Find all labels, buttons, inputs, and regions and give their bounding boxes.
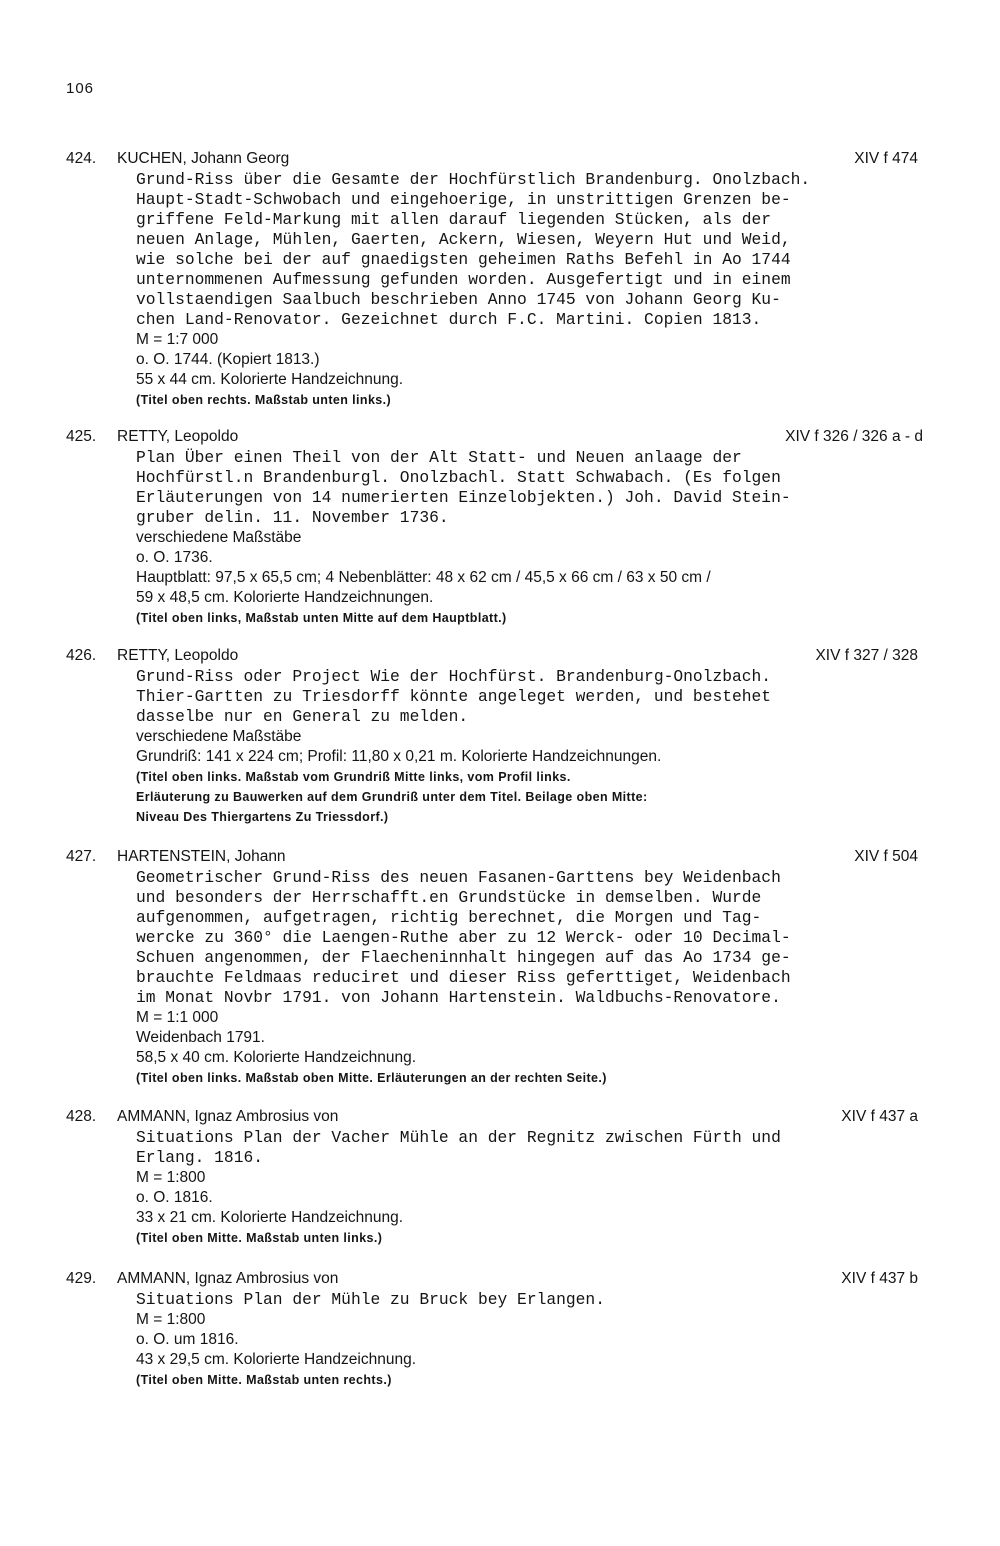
title-line: Hochfürstl.n Brandenburgl. Onolzbachl. Statt Schwabach. (Es folgen <box>136 468 781 487</box>
shelfmark: XIV f 437 b <box>841 1270 918 1287</box>
entry-body <box>136 448 966 628</box>
note-line: (Titel oben links. Maßstab oben Mitte. Erläuterungen an der rechten Seite.) <box>136 1071 607 1085</box>
note-line: (Titel oben Mitte. Maßstab unten links.) <box>136 1231 383 1245</box>
meta-line: verschiedene Maßstäbe <box>136 529 302 546</box>
entry-number: 427. <box>66 848 97 865</box>
note-line: (Titel oben links. Maßstab vom Grundriß Mitte links, vom Profil links. <box>136 770 571 784</box>
page-number: 106 <box>66 80 95 97</box>
meta-line: Grundriß: 141 x 224 cm; Profil: 11,80 x 0,21 m. Kolorierte Handzeichnungen. <box>136 748 662 765</box>
meta-line: 58,5 x 40 cm. Kolorierte Handzeichnung. <box>136 1049 417 1066</box>
title-line: Plan Über einen Theil von der Alt Statt- und Neuen anlaage der <box>136 448 742 467</box>
title-line: und besonders der Herrschafft.en Grundstücke in demselben. Wurde <box>136 888 762 907</box>
title-line: neuen Anlage, Mühlen, Gaerten, Ackern, Wiesen, Weyern Hut und Weid, <box>136 230 791 249</box>
entry-header <box>0 647 1000 667</box>
shelfmark: XIV f 474 <box>854 150 918 167</box>
note-line: (Titel oben Mitte. Maßstab unten rechts.) <box>136 1373 392 1387</box>
title-line: Situations Plan der Vacher Mühle an der Regnitz zwischen Fürth und <box>136 1128 781 1147</box>
title-line: brauchte Feldmaas reduciret und dieser Riss geferttiget, Weidenbach <box>136 968 791 987</box>
title-line: Erläuterungen von 14 numerierten Einzelobjekten.) Joh. David Stein- <box>136 488 791 507</box>
title-line: Thier-Gartten zu Triesdorff könnte angeleget werden, und bestehet <box>136 687 772 706</box>
title-line: Situations Plan der Mühle zu Bruck bey Erlangen. <box>136 1290 605 1309</box>
shelfmark: XIV f 504 <box>854 848 918 865</box>
note-line: Niveau Des Thiergartens Zu Triessdorf.) <box>136 810 389 824</box>
entry-header <box>0 150 1000 170</box>
meta-line: o. O. um 1816. <box>136 1331 239 1348</box>
title-line: Grund-Riss über die Gesamte der Hochfürstlich Brandenburg. Onolzbach. <box>136 170 811 189</box>
title-line: Grund-Riss oder Project Wie der Hochfürst. Brandenburg-Onolzbach. <box>136 667 772 686</box>
meta-line: 43 x 29,5 cm. Kolorierte Handzeichnung. <box>136 1351 417 1368</box>
entry-number: 429. <box>66 1270 97 1287</box>
entry-body <box>136 170 966 410</box>
meta-line: Weidenbach 1791. <box>136 1029 265 1046</box>
entry-header <box>0 428 1000 448</box>
entry-body <box>136 1290 966 1390</box>
entry-number: 425. <box>66 428 97 445</box>
title-line: gruber delin. 11. November 1736. <box>136 508 449 527</box>
title-line: griffene Feld-Markung mit allen darauf liegenden Stücken, als der <box>136 210 772 229</box>
title-line: dasselbe nur en General zu melden. <box>136 707 469 726</box>
title-line: wercke zu 360° die Laengen-Ruthe aber zu 12 Werck- oder 10 Decimal- <box>136 928 791 947</box>
title-line: im Monat Novbr 1791. von Johann Hartenstein. Waldbuchs-Renovatore. <box>136 988 781 1007</box>
shelfmark: XIV f 326 / 326 a - d <box>785 428 923 445</box>
meta-line: M = 1:7 000 <box>136 331 219 348</box>
meta-line: M = 1:1 000 <box>136 1009 219 1026</box>
meta-line: 55 x 44 cm. Kolorierte Handzeichnung. <box>136 371 404 388</box>
meta-line: M = 1:800 <box>136 1311 206 1328</box>
title-line: unternommenen Aufmessung gefunden worden. Ausgefertigt und in einem <box>136 270 791 289</box>
title-line: chen Land-Renovator. Gezeichnet durch F.C. Martini. Copien 1813. <box>136 310 762 329</box>
title-line: wie solche bei der auf gnaedigsten geheimen Raths Befehl in Ao 1744 <box>136 250 791 269</box>
meta-line: verschiedene Maßstäbe <box>136 728 302 745</box>
entry-author: AMMANN, Ignaz Ambrosius von <box>117 1108 339 1125</box>
shelfmark: XIV f 327 / 328 <box>815 647 918 664</box>
entry-header <box>0 1270 1000 1290</box>
title-line: vollstaendigen Saalbuch beschrieben Anno 1745 von Johann Georg Ku- <box>136 290 781 309</box>
entry-author: KUCHEN, Johann Georg <box>117 150 290 167</box>
entry-header <box>0 848 1000 868</box>
title-line: Haupt-Stadt-Schwobach und eingehoerige, in unstrittigen Grenzen be- <box>136 190 791 209</box>
entry-body <box>136 868 966 1088</box>
note-line: (Titel oben rechts. Maßstab unten links.) <box>136 393 392 407</box>
entry-author: AMMANN, Ignaz Ambrosius von <box>117 1270 339 1287</box>
meta-line: Hauptblatt: 97,5 x 65,5 cm; 4 Nebenblätter: 48 x 62 cm / 45,5 x 66 cm / 63 x 50 cm / <box>136 569 711 586</box>
entry-body <box>136 667 966 827</box>
title-line: Geometrischer Grund-Riss des neuen Fasanen-Garttens bey Weidenbach <box>136 868 781 887</box>
entry-body <box>136 1128 966 1248</box>
title-line: Schuen angenommen, der Flaecheninnhalt hingegen auf das Ao 1734 ge- <box>136 948 791 967</box>
entry-number: 424. <box>66 150 97 167</box>
entry-number: 428. <box>66 1108 97 1125</box>
meta-line: 33 x 21 cm. Kolorierte Handzeichnung. <box>136 1209 404 1226</box>
meta-line: 59 x 48,5 cm. Kolorierte Handzeichnungen. <box>136 589 434 606</box>
title-line: Erlang. 1816. <box>136 1148 264 1167</box>
entry-number: 426. <box>66 647 97 664</box>
entry-author: HARTENSTEIN, Johann <box>117 848 286 865</box>
note-line: Erläuterung zu Bauwerken auf dem Grundriß unter dem Titel. Beilage oben Mitte: <box>136 790 648 804</box>
meta-line: o. O. 1744. (Kopiert 1813.) <box>136 351 320 368</box>
entry-author: RETTY, Leopoldo <box>117 647 239 664</box>
meta-line: o. O. 1816. <box>136 1189 213 1206</box>
entry-author: RETTY, Leopoldo <box>117 428 239 445</box>
shelfmark: XIV f 437 a <box>841 1108 918 1125</box>
meta-line: o. O. 1736. <box>136 549 213 566</box>
meta-line: M = 1:800 <box>136 1169 206 1186</box>
entry-header <box>0 1108 1000 1128</box>
note-line: (Titel oben links, Maßstab unten Mitte auf dem Hauptblatt.) <box>136 611 507 625</box>
title-line: aufgenommen, aufgetragen, richtig berechnet, die Morgen und Tag- <box>136 908 762 927</box>
